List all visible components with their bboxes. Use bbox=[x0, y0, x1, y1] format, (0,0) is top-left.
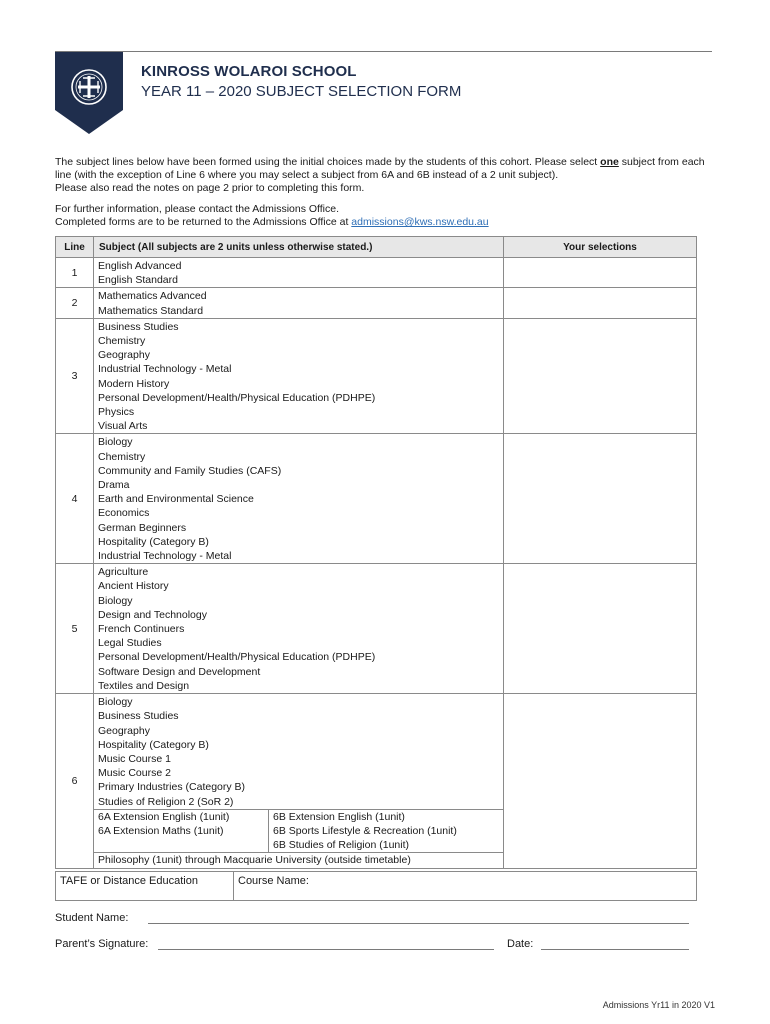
selection-cell[interactable] bbox=[504, 258, 697, 288]
contact-line2: Completed forms are to be returned to the Admissions Office at bbox=[55, 216, 352, 228]
subject-list bbox=[94, 318, 504, 434]
subject-item: Drama bbox=[98, 479, 130, 492]
subject-item: Mathematics Standard bbox=[98, 304, 204, 317]
subject-item: Legal Studies bbox=[98, 637, 162, 650]
table-row bbox=[56, 318, 697, 434]
selection-cell[interactable] bbox=[504, 288, 697, 318]
header-selections: Your selections bbox=[504, 237, 697, 258]
selection-cell[interactable] bbox=[504, 694, 697, 868]
subject-item: Music Course 2 bbox=[98, 767, 171, 780]
tafe-label: TAFE or Distance Education bbox=[56, 872, 234, 900]
subject-item: Business Studies bbox=[98, 710, 179, 723]
subject-item: Chemistry bbox=[98, 335, 146, 348]
date-label: Date: bbox=[507, 938, 534, 950]
date-field[interactable] bbox=[541, 949, 689, 950]
subject-item-6b: 6B Studies of Religion (1unit) bbox=[273, 839, 409, 852]
header-line: Line bbox=[56, 237, 94, 258]
subject-item: Economics bbox=[98, 507, 150, 520]
subject-item: Personal Development/Health/Physical Education (PDHPE) bbox=[98, 651, 376, 664]
subject-item: Biology bbox=[98, 436, 133, 449]
table-row bbox=[56, 564, 697, 694]
line-number: 2 bbox=[56, 288, 94, 318]
subject-item: Agriculture bbox=[98, 566, 149, 579]
subject-item-6a: 6A Extension Maths (1unit) bbox=[98, 824, 224, 837]
line-number: 5 bbox=[56, 564, 94, 694]
subject-item: Geography bbox=[98, 724, 150, 737]
subject-item: Biology bbox=[98, 594, 133, 607]
course-name-field[interactable]: Course Name: bbox=[238, 875, 309, 887]
option-6b-column bbox=[269, 810, 457, 853]
subject-item: Community and Family Studies (CAFS) bbox=[98, 464, 282, 477]
table-row bbox=[56, 434, 697, 564]
parent-signature-field[interactable] bbox=[158, 949, 494, 950]
subject-item: Ancient History bbox=[98, 580, 169, 593]
subject-item: Chemistry bbox=[98, 450, 146, 463]
subject-item: German Beginners bbox=[98, 521, 187, 534]
philosophy-option: Philosophy (1unit) through Macquarie University (outside timetable) bbox=[94, 852, 503, 867]
subject-item-6a: 6A Extension English (1unit) bbox=[98, 810, 230, 823]
student-name-field[interactable] bbox=[148, 923, 689, 924]
table-row bbox=[56, 258, 697, 288]
selection-cell[interactable] bbox=[504, 434, 697, 564]
subject-item: Physics bbox=[98, 406, 135, 419]
subject-item: Geography bbox=[98, 349, 150, 362]
subject-item: Studies of Religion 2 (SoR 2) bbox=[98, 795, 234, 808]
student-name-label: Student Name: bbox=[55, 912, 129, 924]
subject-item-6b: 6B Extension English (1unit) bbox=[273, 810, 405, 823]
line-number: 4 bbox=[56, 434, 94, 564]
line-number: 6 bbox=[56, 694, 94, 868]
subject-item: English Advanced bbox=[98, 260, 182, 272]
school-name: KINROSS WOLAROI SCHOOL bbox=[141, 63, 357, 80]
table-row bbox=[56, 288, 697, 318]
subject-item: Mathematics Advanced bbox=[98, 290, 207, 303]
header-rule bbox=[55, 51, 712, 52]
subject-item: Industrial Technology - Metal bbox=[98, 550, 232, 563]
contact-text bbox=[55, 203, 715, 229]
tafe-box bbox=[55, 871, 697, 901]
subject-item: Earth and Environmental Science bbox=[98, 493, 254, 506]
table-header-row bbox=[56, 237, 697, 258]
intro-line1-bold: one bbox=[600, 156, 619, 168]
extension-options bbox=[94, 809, 503, 853]
subject-list bbox=[94, 434, 504, 564]
subject-list bbox=[94, 564, 504, 694]
table-row bbox=[56, 694, 697, 868]
subject-item: Design and Technology bbox=[98, 608, 207, 621]
option-6a-column bbox=[94, 810, 269, 853]
line-number: 1 bbox=[56, 258, 94, 288]
subject-item: Business Studies bbox=[98, 320, 179, 333]
subject-item: Biology bbox=[98, 696, 133, 709]
parent-signature-label: Parent’s Signature: bbox=[55, 938, 149, 950]
subject-item: English Standard bbox=[98, 274, 178, 287]
subject-item: Hospitality (Category B) bbox=[98, 535, 209, 548]
school-crest-icon bbox=[55, 52, 123, 134]
subject-item: Primary Industries (Category B) bbox=[98, 781, 246, 794]
subject-item: Modern History bbox=[98, 377, 170, 390]
intro-line1-before: The subject lines below have been formed using the initial choices made by the students of this cohort. Please select bbox=[55, 156, 601, 168]
admissions-email-link[interactable]: admissions@kws.nsw.edu.au bbox=[351, 216, 489, 228]
subject-item: Industrial Technology - Metal bbox=[98, 363, 232, 376]
subject-table bbox=[55, 236, 697, 869]
selection-cell[interactable] bbox=[504, 564, 697, 694]
subject-item: Textiles and Design bbox=[98, 679, 190, 692]
subject-list bbox=[94, 258, 504, 288]
subject-item: Visual Arts bbox=[98, 420, 148, 433]
intro-line1-after: subject from each line (with the exception of Line 6 where you may select a subject from 6A and 6B instead of a 2 unit subject). bbox=[55, 156, 705, 181]
intro-text bbox=[55, 156, 715, 195]
footer-version: Admissions Yr11 in 2020 V1 bbox=[602, 1000, 715, 1010]
subject-item-6b: 6B Sports Lifestyle & Recreation (1unit) bbox=[273, 824, 457, 837]
subject-list bbox=[94, 288, 504, 318]
contact-line1: For further information, please contact the Admissions Office. bbox=[55, 203, 340, 215]
subject-list bbox=[94, 694, 504, 868]
line-number: 3 bbox=[56, 318, 94, 434]
subject-item: Music Course 1 bbox=[98, 752, 171, 765]
selection-cell[interactable] bbox=[504, 318, 697, 434]
subject-item: Hospitality (Category B) bbox=[98, 738, 209, 751]
subject-item: French Continuers bbox=[98, 623, 185, 636]
subject-item: Personal Development/Health/Physical Education (PDHPE) bbox=[98, 391, 376, 404]
form-title: YEAR 11 – 2020 SUBJECT SELECTION FORM bbox=[141, 83, 462, 100]
subject-item: Software Design and Development bbox=[98, 665, 261, 678]
intro-line2: Please also read the notes on page 2 prior to completing this form. bbox=[55, 182, 365, 194]
header-subject: Subject (All subjects are 2 units unless otherwise stated.) bbox=[94, 237, 504, 258]
